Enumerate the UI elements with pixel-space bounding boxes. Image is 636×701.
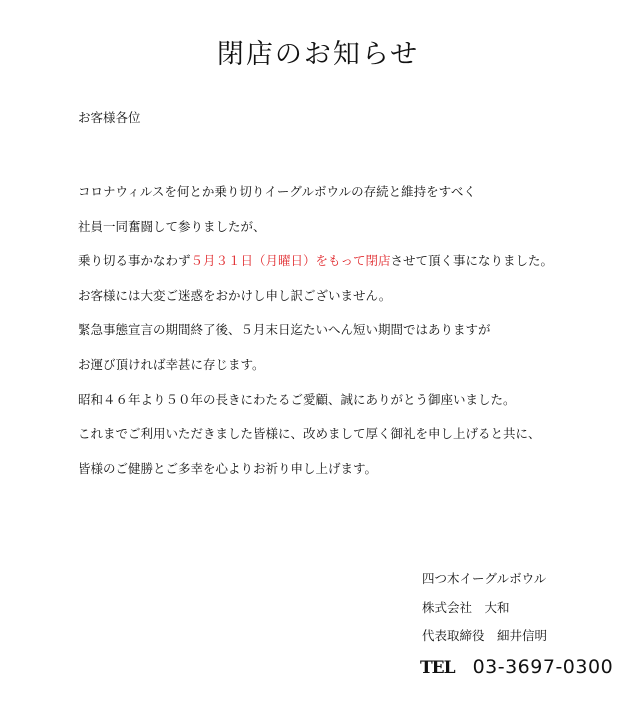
- body-line-5: 緊急事態宣言の期間終了後、５月末日迄たいへん短い期間ではありますが: [78, 322, 491, 338]
- body-line-7: 昭和４６年より５０年の長きにわたるご愛顧、誠にありがとう御座いました。: [78, 391, 516, 407]
- salutation: お客様各位: [78, 110, 141, 125]
- body-line-9: 皆様のご健勝とご多幸を心よりお祈り申し上げます。: [78, 460, 378, 476]
- company-short-name: 四つ木イーグルボウル: [422, 571, 547, 586]
- body-line-4: お客様には大変ご迷惑をおかけし申し訳ございません。: [78, 287, 392, 303]
- body-line-6: お運び頂ければ幸甚に存じます。: [78, 356, 265, 372]
- signature-block: [422, 571, 547, 657]
- body-line-3-post: させて頂く事になりました。: [390, 253, 554, 269]
- body-line-8: これまでご利用いただきました皆様に、改めまして厚く御礼を申し上げると共に、: [78, 426, 541, 442]
- company-legal-name: 株式会社 大和: [422, 599, 510, 615]
- page-title: 閉店のお知らせ: [216, 39, 420, 70]
- closing-date-highlight: ５月３１日（月曜日）をもって閉店: [190, 253, 391, 269]
- body-line-3: [78, 253, 618, 288]
- body-line-3-pre: 乗り切る事かなわず: [78, 253, 191, 269]
- body-line-2: 社員一同奮闘して参りましたが、: [78, 218, 266, 234]
- tel-label: TEL: [420, 658, 455, 678]
- tel-number: 03-3697-0300: [472, 656, 614, 678]
- representative-name: 代表取締役 細井信明: [422, 628, 548, 643]
- body-line-1: コロナウィルスを何とか乗り切りイーグルボウルの存続と維持をすべく: [78, 184, 476, 199]
- notice-body: [78, 184, 618, 495]
- telephone-contact: [420, 656, 613, 678]
